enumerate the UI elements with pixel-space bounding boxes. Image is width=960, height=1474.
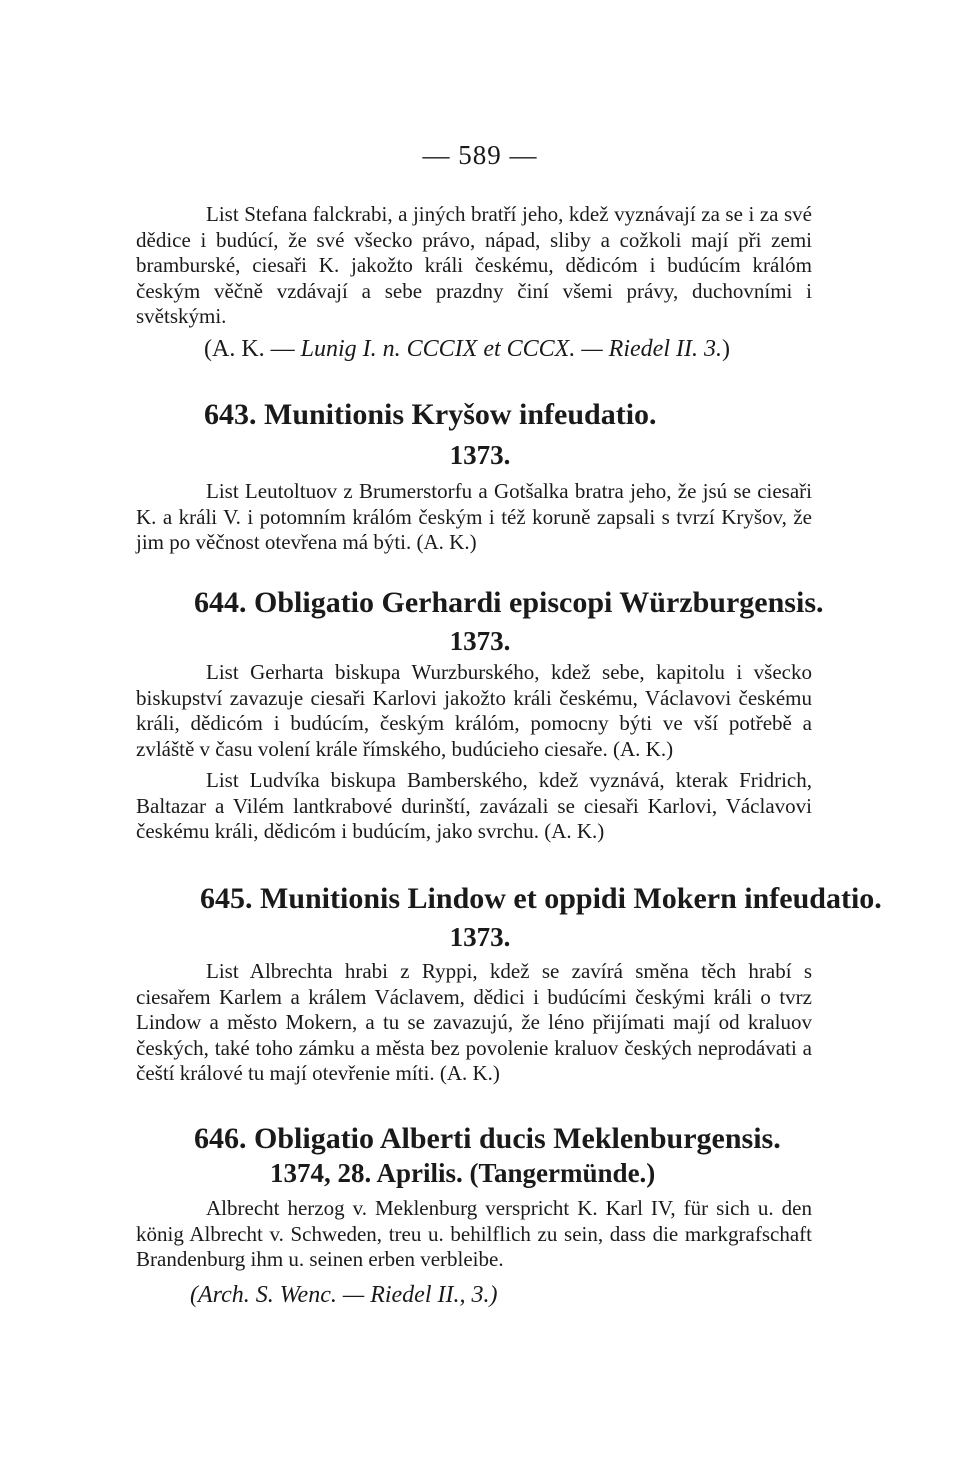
entry-number: 646. — [194, 1122, 247, 1155]
entry-646-paragraph: Albrecht herzog v. Meklenburg verspricht K. Karl IV, für sich u. den könig Albrecht v. Schweden, treu u. behilflich zu sein, dass die markgrafschaft Brandenburg ihm u. seinen erben verbleibe. — [136, 1196, 812, 1271]
entry-number: 644. — [194, 586, 247, 619]
entry-title: Munitionis Lindow et oppidi Mokern infeudatio. — [260, 882, 882, 915]
entry-645-heading — [200, 882, 890, 916]
entry-644-heading — [194, 586, 884, 620]
entry-number: 643. — [204, 398, 257, 431]
entry-645-year: 1373. — [449, 922, 511, 952]
page-number: — 589 — — [422, 140, 538, 170]
entry-644-paragraph-1: List Gerharta biskupa Wurzburského, kdež sebe, kapitolu i všecko biskupství zavazuje ciesaři Karlovi jakožto králi českému, Václavovi českému králi, dědicóm i budúcím, českým králóm, pomocny býti ve vší potřebě a zvláště v času volení krále římského, budúcieho ciesaře. (A. K.) — [136, 660, 812, 761]
source-citation: Lunig I. n. CCCIX et CCCX. — Riedel II. 3. — [300, 336, 722, 362]
entry-645-paragraph: List Albrechta hrabi z Ryppi, kdež se zavírá směna těch hrabí s ciesařem Karlem a králem Václavem, dědici i budúcími českými králi o tvrz Lindow a město Mokern, a tu se zavazujú, že léno přijímati mají od kraluov českých, také toho zámku a města bez povolenie kraluov českých neprodávati a čeští králové tu mají otevřenie míti. (A. K.) — [136, 959, 812, 1085]
final-source-reference — [190, 1283, 830, 1309]
source-close: ) — [721, 336, 730, 362]
intro-paragraph: List Stefana falckrabi, a jiných bratří jeho, kdež vyznávají za se i za své dědice i budúcí, že své všecko právo, nápad, sliby a cožkoli mají při zemi bramburské, ciesaři K. jakožto králi českému, dědicóm i budúcím králóm českým věčně vzdávají a sebe prazdny činí všemi právy, duchovními i světskými. — [136, 202, 812, 328]
entry-643-heading — [204, 398, 894, 432]
source-archive: (A. K. — — [204, 336, 295, 362]
entry-644-year: 1373. — [449, 626, 511, 656]
intro-source-reference — [204, 337, 824, 363]
entry-646-year: 1374, 28. Aprilis. (Tangermünde.) — [270, 1158, 656, 1188]
entry-title: Munitionis Kryšow infeudatio. — [264, 398, 657, 431]
entry-643-year: 1373. — [449, 440, 511, 470]
final-source-citation: (Arch. S. Wenc. — Riedel II., 3.) — [190, 1282, 498, 1308]
entry-646-heading — [194, 1122, 884, 1156]
entry-644-paragraph-2: List Ludvíka biskupa Bamberského, kdež vyznává, kterak Fridrich, Baltazar a Vilém lantkrabové durinští, zavázali se ciesaři Karlovi, Václavovi českému králi, dědicóm i budúcím, jako svrchu. (A. K.) — [136, 768, 812, 843]
entry-643-paragraph: List Leutoltuov z Brumerstorfu a Gotšalka bratra jeho, že jsú se ciesaři K. a králi V. i potomním králóm českým i též koruně zapsali s tvrzí Kryšov, že jim po věčnost otevřena má býti. (A. K.) — [136, 479, 812, 554]
entry-number: 645. — [200, 882, 253, 915]
entry-title: Obligatio Gerhardi episcopi Würzburgensis. — [254, 586, 824, 619]
entry-title: Obligatio Alberti ducis Meklenburgensis. — [254, 1122, 781, 1155]
